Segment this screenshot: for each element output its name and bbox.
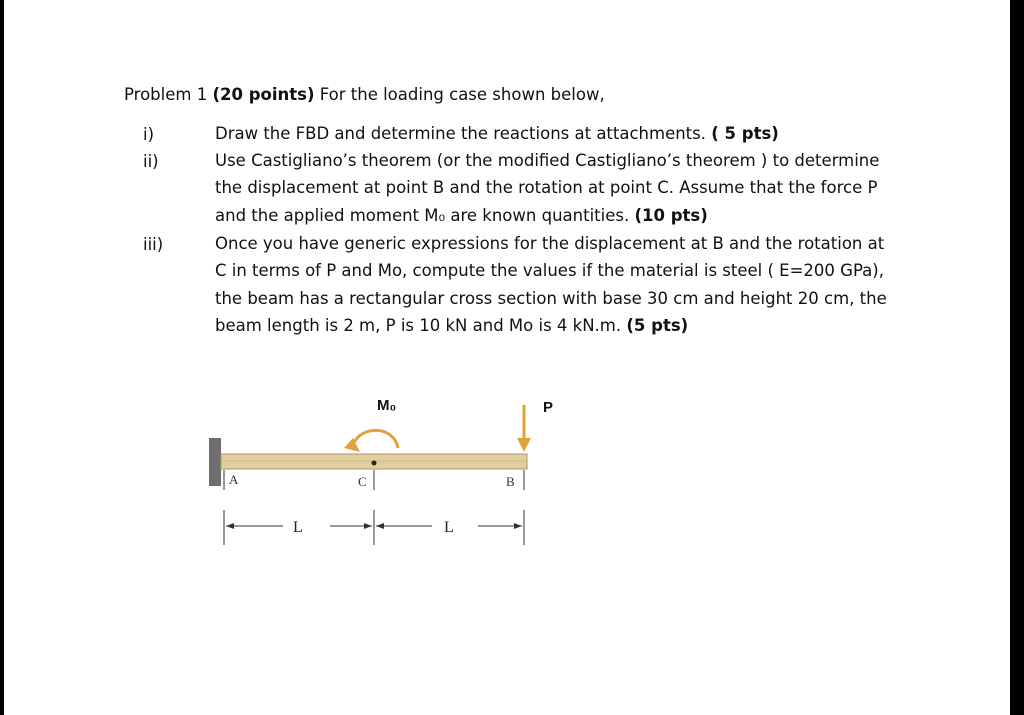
problem-intro: For the loading case shown below, xyxy=(319,85,605,104)
span-right-label: L xyxy=(444,519,454,536)
item-line: Once you have generic expressions for the displacement at B and the rotation at xyxy=(215,234,885,253)
item-points: (5 pts) xyxy=(626,316,689,336)
item-points: ( 5 pts) xyxy=(711,124,779,143)
item-number: i) xyxy=(143,125,155,144)
item-line: beam length is 2 m, P is 10 kN and Mo is 4 kN.m. xyxy=(215,316,622,336)
point-c-dot xyxy=(372,461,377,466)
moment-arc xyxy=(353,430,398,448)
item-line: the beam has a rectangular cross section with base 30 cm and height 20 cm, the xyxy=(215,288,887,308)
force-arrowhead xyxy=(517,438,531,452)
problem-label: Problem 1 xyxy=(124,85,208,104)
problem-points: (20 points) xyxy=(212,85,315,104)
item-line: the displacement at point B and the rotation at point C. Assume that the force P xyxy=(215,178,878,198)
item-line: Draw the FBD and determine the reactions at attachments. xyxy=(215,124,706,143)
point-b-label: B xyxy=(506,474,515,489)
moment-arrowhead xyxy=(344,438,360,452)
item-line: C in terms of P and Mo, compute the values if the material is steel ( E=200 GPa), xyxy=(215,261,884,281)
item-number: iii) xyxy=(143,235,164,254)
moment-label: M₀ xyxy=(377,397,397,414)
point-a-label: A xyxy=(229,472,239,487)
item-line: and the applied moment M₀ are known quantities. xyxy=(215,205,630,225)
item-line: Use Castigliano’s theorem (or the modified Castigliano’s theorem ) to determine xyxy=(215,151,880,170)
span-left-label: L xyxy=(293,519,303,536)
force-label: P xyxy=(543,399,554,416)
point-c-label: C xyxy=(358,474,367,489)
item-points: (10 pts) xyxy=(634,205,708,225)
fixed-wall xyxy=(209,438,221,486)
item-number: ii) xyxy=(143,152,159,171)
